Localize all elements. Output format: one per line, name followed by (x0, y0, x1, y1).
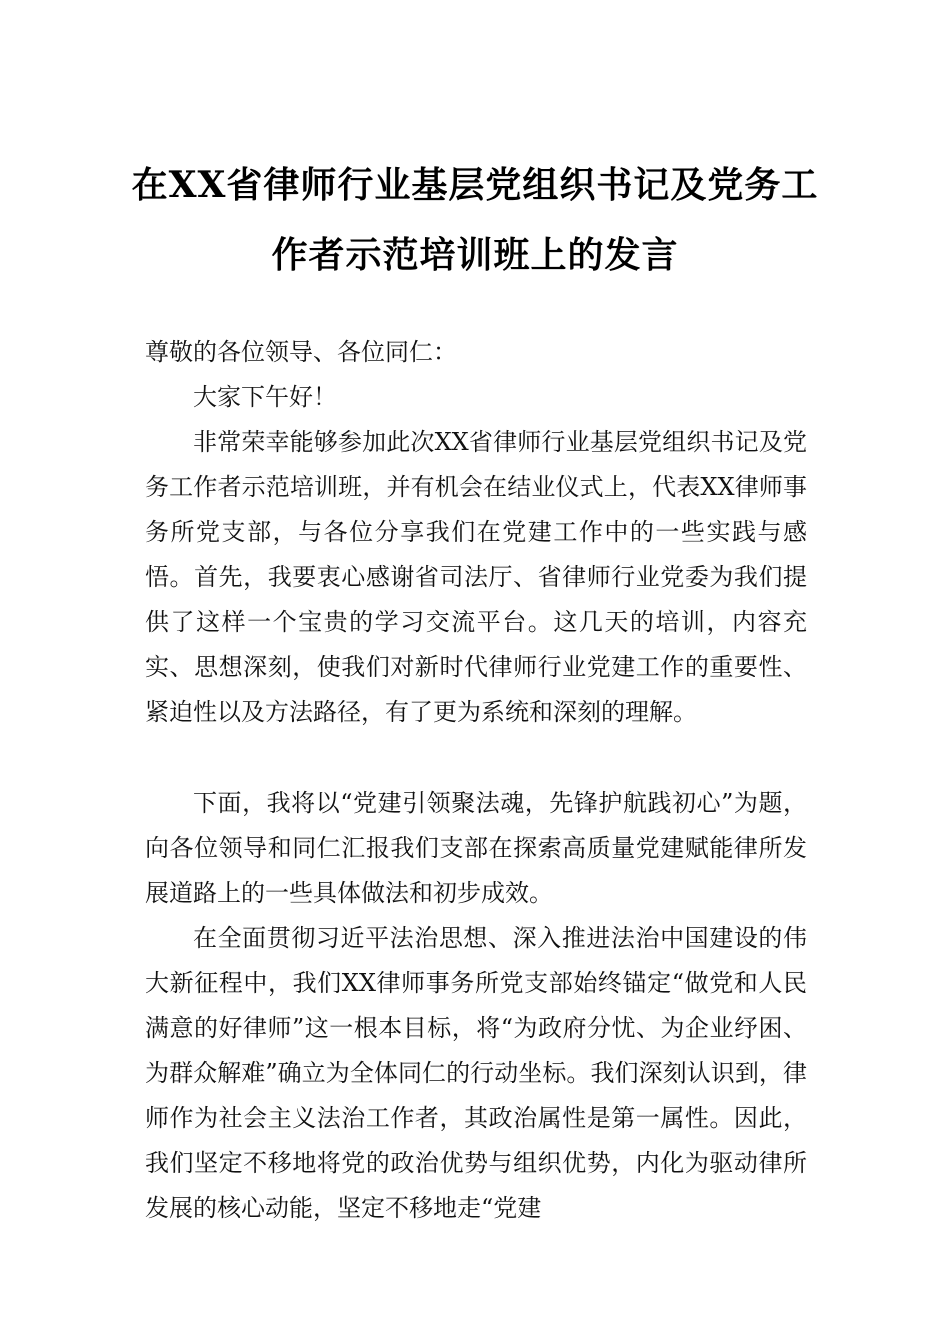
paragraph-2: 下面，我将以“党建引领聚法魂，先锋护航践初心”为题，向各位领导和同仁汇报我们支部在探索高质量党建赋能律所发展道路上的一些具体做法和初步成效。 (145, 789, 807, 907)
salutation: 尊敬的各位领导、各位同仁： (145, 338, 457, 366)
paragraph-1: 非常荣幸能够参加此次XX省律师行业基层党组织书记及党务工作者示范培训班，并有机会在结业仪式上，代表XX律师事务所党支部，与各位分享我们在党建工作中的一些实践与感悟。首先，我要衷心感谢省司法厅、省律师行业党委为我们提供了这样一个宝贵的学习交流平台。这几天的培训，内容充实、思想深刻，使我们对新时代律师行业党建工作的重要性、紧迫性以及方法路径，有了更为系统和深刻的理解。 (145, 428, 807, 726)
document-title-line-1: 在XX省律师行业基层党组织书记及党务工 (131, 164, 819, 206)
greeting: 大家下午好！ (193, 383, 337, 411)
paragraph-3: 在全面贯彻习近平法治思想、深入推进法治中国建设的伟大新征程中，我们XX律师事务所党支部始终锚定“做党和人民满意的好律师”这一根本目标，将“为政府分忧、为企业纾困、为群众解难”确立为全体同仁的行动坐标。我们深刻认识到，律师作为社会主义法治工作者，其政治属性是第一属性。因此，我们坚定不移地将党的政治优势与组织优势，内化为驱动律所发展的核心动能，坚定不移地走“党建 (145, 924, 807, 1222)
document-title-line-2: 作者示范培训班上的发言 (271, 234, 679, 276)
